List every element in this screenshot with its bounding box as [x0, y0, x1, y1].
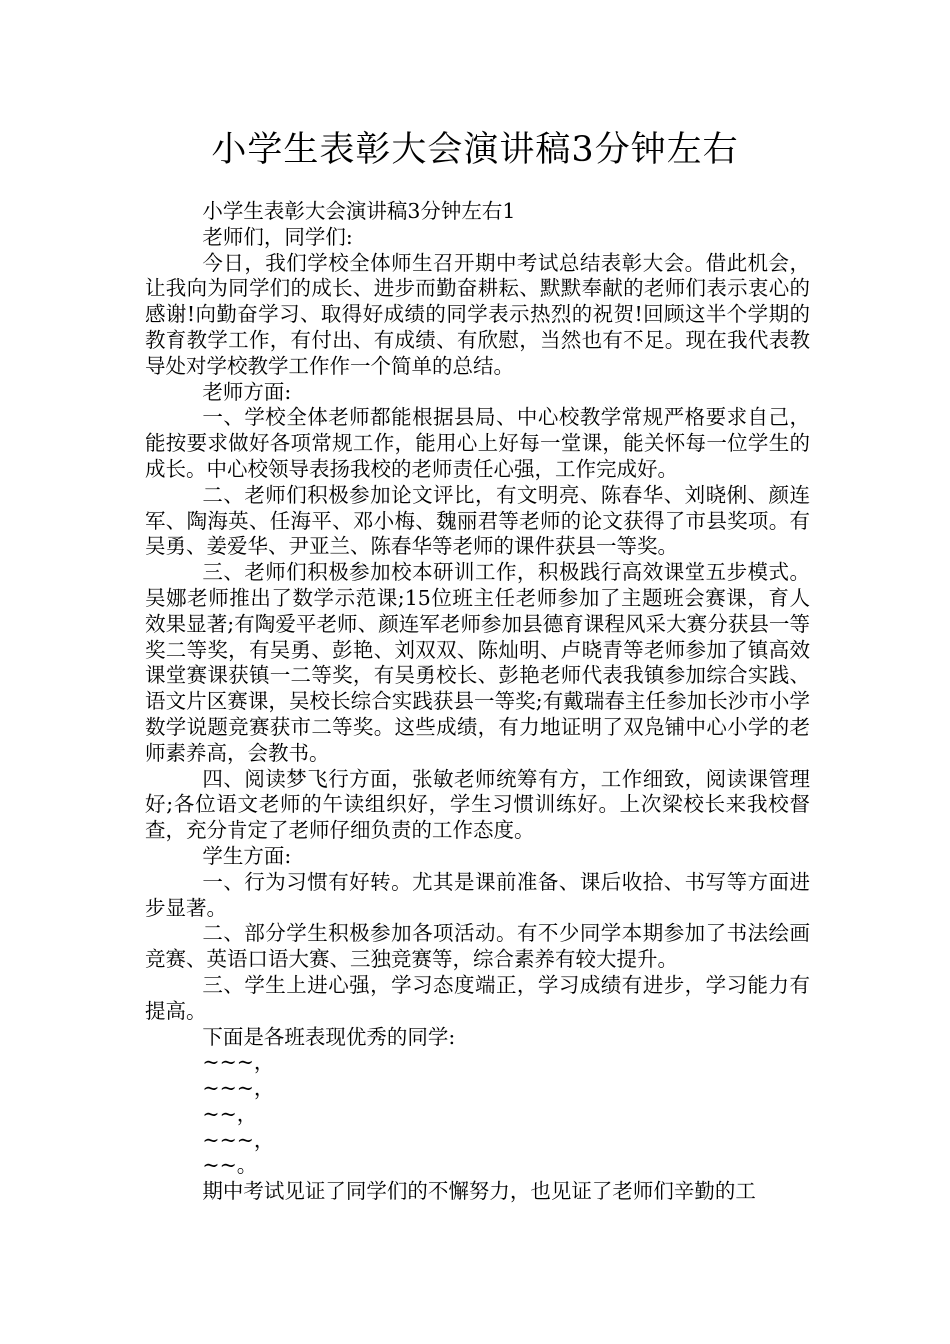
paragraph-greeting: 老师们，同学们:: [202, 224, 353, 249]
document-title: 小学生表彰大会演讲稿3分钟左右: [211, 130, 739, 170]
paragraph-teachers-1: 一、学校全体老师都能根据县局、中心校教学常规严格要求自己，能按要求做好各项常规工作，能用心上好每一堂课，能关怀每一位学生的成长。中心校领导表扬我校的老师责任心强，工作完成好。: [145, 405, 810, 481]
paragraph-students-1: 一、行为习惯有好转。尤其是课前准备、课后收拾、书写等方面进步显著。: [145, 869, 810, 920]
honor-list-line: ~~。: [202, 1153, 258, 1178]
paragraph-students-2: 二、部分学生积极参加各项活动。有不少同学本期参加了书法绘画竞赛、英语口语大赛、三独竞赛等，综合素养有较大提升。: [145, 921, 810, 972]
section-heading-students: 学生方面:: [202, 843, 292, 868]
paragraph-honor-intro: 下面是各班表现优秀的同学:: [202, 1024, 456, 1049]
paragraph-subtitle: 小学生表彰大会演讲稿3分钟左右1: [202, 199, 516, 223]
paragraph-teachers-3: 三、老师们积极参加校本研训工作，积极践行高效课堂五步模式。吴娜老师推出了数学示范课;15位班主任老师参加了主题班会赛课，育人效果显著;有陶爱平老师、颜连军老师参加县德育课程风采大赛分获县一等奖二等奖，有吴勇、彭艳、刘双双、陈灿明、卢晓青等老师参加了镇高效课堂赛课获镇一二等奖，有吴勇校长、彭艳老师代表我镇参加综合实践、语文片区赛课，吴校长综合实践获县一等奖;有戴瑞春主任参加长沙市小学数学说题竞赛获市二等奖。这些成绩，有力地证明了双凫铺中心小学的老师素养高，会教书。: [145, 560, 810, 765]
honor-list-line: ~~~，: [202, 1050, 275, 1075]
honor-list-line: ~~~，: [202, 1127, 275, 1152]
document-body: [145, 199, 810, 1205]
paragraph-students-3: 三、学生上进心强，学习态度端正，学习成绩有进步，学习能力有提高。: [145, 972, 810, 1023]
paragraph-teachers-4: 四、阅读梦飞行方面，张敏老师统筹有方，工作细致，阅读课管理好;各位语文老师的午读组织好，学生习惯训练好。上次梁校长来我校督查，充分肯定了老师仔细负责的工作态度。: [145, 766, 810, 843]
paragraph-intro: 今日，我们学校全体师生召开期中考试总结表彰大会。借此机会，让我向为同学们的成长、进步而勤奋耕耘、默默奉献的老师们表示衷心的感谢!向勤奋学习、取得好成绩的同学表示热烈的祝贺!回顾这半个学期的教育教学工作，有付出、有成绩、有欣慰，当然也有不足。现在我代表教导处对学校教学工作作一个简单的总结。: [145, 250, 810, 378]
section-heading-teachers: 老师方面:: [202, 379, 292, 404]
honor-list-line: ~~~，: [202, 1076, 275, 1101]
paragraph-closing: 期中考试见证了同学们的不懈努力，也见证了老师们辛勤的工: [202, 1179, 756, 1204]
honor-list-line: ~~，: [202, 1101, 258, 1126]
paragraph-teachers-2: 二、老师们积极参加论文评比，有文明亮、陈春华、刘晓俐、颜连军、陶海英、任海平、邓小梅、魏丽君等老师的论文获得了市县奖项。有吴勇、姜爱华、尹亚兰、陈春华等老师的课件获县一等奖。: [145, 482, 810, 559]
